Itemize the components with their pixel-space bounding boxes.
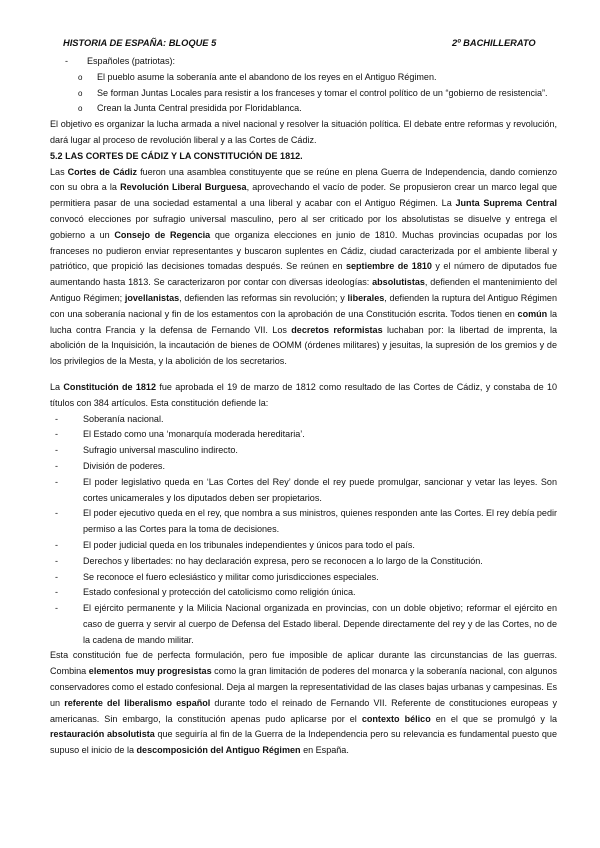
circle-bullet-icon: o: [78, 88, 83, 98]
list-item: o El pueblo asume la soberanía ante el abandono de los reyes en el Antiguo Régimen.: [78, 70, 557, 86]
header-subject: HISTORIA DE ESPAÑA: BLOQUE 5: [63, 38, 217, 48]
list-item: - El poder legislativo queda en ‘Las Cortes del Rey’ donde el rey puede promulgar, sancionar y vetar las leyes. Son cortes unicamerales y los diputados deben ser propietarios.: [55, 476, 557, 503]
dash-bullet: -: [55, 445, 59, 456]
circle-bullet-icon: o: [78, 72, 83, 82]
list-item: - Derechos y libertades: no hay declaración expresa, pero se reconocen a lo largo de la Constitución.: [65, 554, 557, 570]
dash-bullet: -: [55, 413, 59, 424]
dash-bullet: -: [55, 508, 59, 519]
list-item: - División de poderes.: [65, 459, 557, 475]
list-item: - El poder ejecutivo queda en el rey, que nombra a sus ministros, quienes responden ante las Cortes. El rey debía pedir permiso a las Cortes para la toma de decisiones.: [55, 508, 557, 535]
header-course: 2º BACHILLERATO: [452, 38, 536, 48]
list-item: o Crean la Junta Central presidida por Floridablanca.: [78, 101, 557, 117]
dash-bullet: -: [55, 571, 59, 582]
list-item: - El Estado como una ‘monarquía moderada hereditaria’.: [65, 427, 557, 443]
list-item: - Estado confesional y protección del catolicismo como religión única.: [65, 585, 557, 601]
conclusion-paragraph: Esta constitución fue de perfecta formulación, pero fue imposible de aplicar durante las circunstancias de las guerras. Combina elementos muy progresistas como la gran limitación de poderes del monarca y la soberanía nacional, con algunos conservadores como el estado confesional. Deja al margen la representatividad de las clases bajas urbanas y campesinas. Es un referente del liberalismo español durante todo el reinado de Fernando VII. Referente de constituciones europeas y americanas. Sin embargo, la constitución apenas pudo aplicarse por el contexto bélico en el que se promulgó y la restauración absolutista que seguiría al fin de la Guerra de la Independencia pero su relevancia es fundamental puesto que supuso el inicio de la descomposición del Antiguo Régimen en España.: [50, 650, 557, 756]
dash-bullet: -: [55, 476, 59, 487]
dash-bullet: -: [65, 56, 69, 66]
dash-bullet: -: [55, 587, 59, 598]
dash-bullet: -: [55, 539, 59, 550]
cortes-paragraph: Las Cortes de Cádiz fueron una asamblea constituyente que se reúne en plena Guerra de Independencia, dando comienzo con su obra a la Revolución Liberal Burguesa, aprovechando el vacío de poder. Se propusieron crear un marco legal que permitiera pasar de una sociedad estamental a una liberal y acabar con el Antiguo Régimen. La Junta Suprema Central convocó elecciones por sufragio universal masculino, pero al ser criticado por los absolutistas se disuelve y entrega el gobierno a un Consejo de Regencia que organiza elecciones en junio de 1810. Muchas provincias ocupadas por los franceses no pudieron enviar representantes y buscaron suplentes en Cádiz, ciudad caracterizada por el ambiente liberal y patriótico, que propició las decisiones tomadas después. Se reúnen en septiembre de 1810 y el número de diputados fue aumentando hasta 1813. Se caracterizaron por contar con diversas ideologías: absolutistas, defienden el mantenimiento del Antiguo Régimen; jovellanistas, defienden las reformas sin revolución; y liberales, defienden la ruptura del Antiguo Régimen con una soberanía nacional y fin de los estamentos con la aprobación de una Constitución escrita. Todos tienen en común la lucha contra Francia y la defensa de Fernando VII. Los decretos reformistas luchaban por: la libertad de imprenta, la abolición de la Inquisición, la incautación de bienes de OOMM (órdenes militares) y jesuitas, la supresión de los gremios y de los privilegios de la Mesta, y la abolición de los secretarios.: [50, 166, 558, 367]
dash-bullet: -: [55, 603, 59, 614]
dash-bullet: -: [55, 429, 59, 440]
list-item: - Sufragio universal masculino indirecto.: [65, 443, 557, 459]
list-item: o Se forman Juntas Locales para resistir a los franceses y tomar el control político de un “gobierno de resistencia”.: [78, 86, 557, 102]
circle-bullet-icon: o: [78, 104, 83, 114]
list-item: - Soberanía nacional.: [65, 412, 557, 428]
constitution-list: [55, 412, 557, 649]
list-item: - Se reconoce el fuero eclesiástico y militar como jurisdicciones especiales.: [65, 570, 557, 586]
page-header: [63, 38, 543, 48]
list-item: - El ejército permanente y la Milicia Nacional organizada en provincias, con un doble objetivo; reformar el ejército en caso de guerra y servir al cuerpo de Defensa del Estado liberal. Depende directamente del rey y de las Cortes, no de la cadena de mando militar.: [55, 603, 557, 645]
list-item: - El poder judicial queda en los tribunales independientes y únicos para todo el país.: [65, 538, 557, 554]
dash-bullet: -: [55, 460, 59, 471]
objective-paragraph: El objetivo es organizar la lucha armada a nivel nacional y resolver la situación política. El debate entre reformas y revolución, dará lugar al proceso de revolución liberal y a las Cortes de Cádiz.: [50, 119, 557, 145]
patriots-heading: - Españoles (patriotas):: [65, 54, 557, 70]
constitution-paragraph: La Constitución de 1812 fue aprobada el 19 de marzo de 1812 como resultado de las Cortes de Cádiz, y constaba de 10 títulos con 384 artículos. Esta constitución defiende la:: [50, 381, 558, 408]
dash-bullet: -: [55, 555, 59, 566]
section-title: 5.2 LAS CORTES DE CÁDIZ Y LA CONSTITUCIÓN DE 1812.: [50, 150, 303, 161]
document-body: [50, 54, 557, 759]
